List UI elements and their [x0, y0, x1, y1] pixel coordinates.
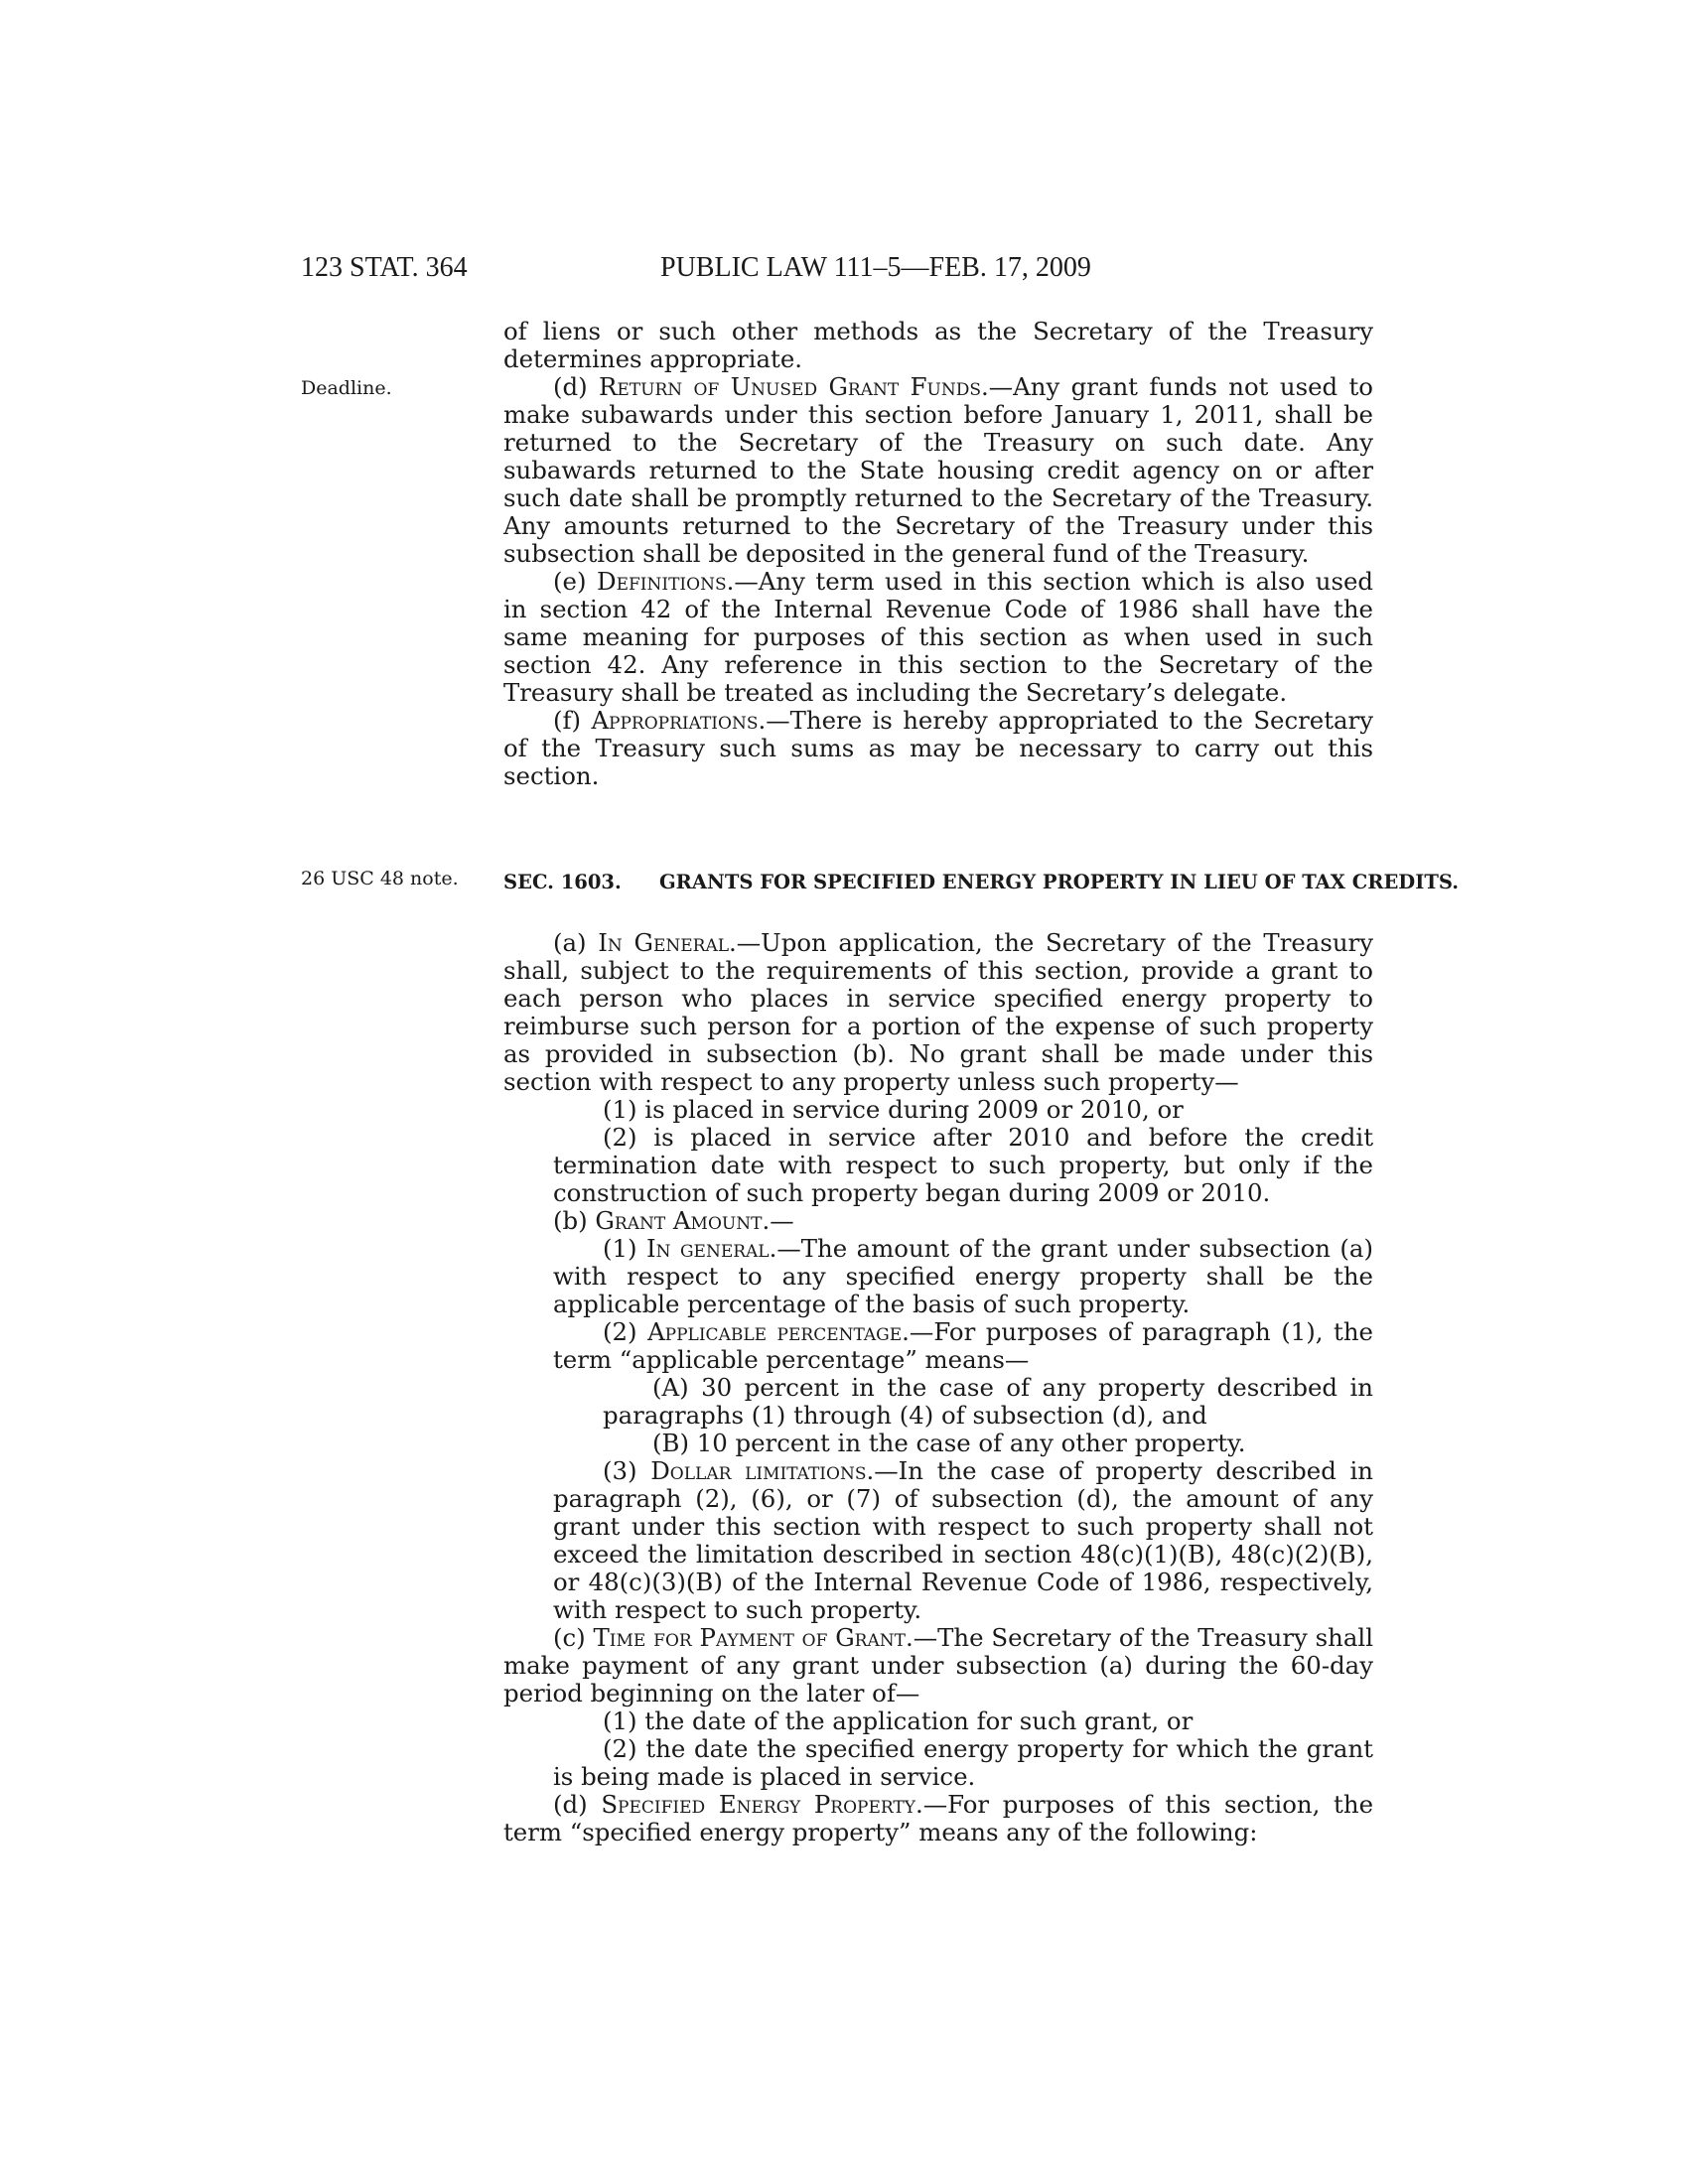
subsection-heading: Specified Energy Property — [601, 1790, 915, 1819]
paragraph-a1: (1) is placed in service during 2009 or 2010, or — [603, 1095, 1184, 1124]
paragraph-a2: (2) is placed in service after 2010 and before the credit termination date with respect to such property, but only if the construction of such property began during 2009 or 2010. — [553, 1123, 1373, 1207]
paragraph-label: (1) — [603, 1234, 646, 1263]
subsection-text: .—There is hereby appropriated to the Secretary of the Treasury such sums as may be necessary to carry out this section. — [503, 706, 1373, 790]
subsection-f — [503, 707, 1373, 790]
section-1602-continuation — [503, 318, 1373, 790]
paragraph-label: (3) — [603, 1456, 651, 1485]
paragraph-c1: (1) the date of the application for such grant, or — [603, 1706, 1194, 1735]
subsection-heading: Grant Amount — [595, 1206, 763, 1235]
page-reference: 123 STAT. 364 — [301, 252, 468, 283]
section-heading — [503, 869, 1529, 896]
subsection-heading: Definitions — [597, 567, 727, 596]
subsection-text: .—For purposes of this section, the term “specified energy property” means any of the following: — [503, 1790, 1374, 1846]
paragraph-heading: Dollar limitations — [650, 1456, 867, 1485]
subsection-text: .—Any term used in this section which is also used in section 42 of the Internal Revenue Code of 1986 shall have the same meaning for purposes of this section as when used in such section 42. Any reference in this section to the Secretary of the Treasury shall be treated as including the Secretary’s delegate. — [503, 567, 1374, 707]
paragraph-heading: Applicable percentage — [647, 1317, 903, 1346]
running-head: PUBLIC LAW 111–5—FEB. 17, 2009 — [660, 252, 1091, 283]
subsection-label: (d) — [553, 1790, 602, 1819]
section-title: GRANTS FOR SPECIFIED ENERGY PROPERTY IN LIEU OF TAX CREDITS. — [659, 871, 1460, 893]
subsection-d — [503, 1791, 1373, 1846]
subsection-d — [503, 373, 1373, 568]
paragraph-b1 — [503, 1235, 1373, 1318]
margin-note-usc: 26 USC 48 note. — [301, 868, 459, 889]
section-number: SEC. 1603. — [503, 871, 622, 893]
subsection-heading: Appropriations — [591, 706, 759, 735]
subsection-heading: Time for Payment of Grant — [593, 1623, 906, 1652]
subsection-label: (a) — [553, 928, 599, 957]
subsection-text: .— — [762, 1206, 794, 1235]
paragraph-heading: In general — [646, 1234, 770, 1263]
paragraph-continuation: of liens or such other methods as the Secretary of the Treasury determines appropriate. — [503, 317, 1373, 373]
subsection-label: (f) — [553, 706, 592, 735]
margin-note-deadline: Deadline. — [301, 377, 392, 399]
paragraph-text: .—For purposes of paragraph (1), the term “applicable percentage” means— — [553, 1317, 1373, 1374]
paragraph-text: .—In the case of property described in paragraph (2), (6), or (7) of subsection (d), the amount of any grant under this section with respect to such property shall not exceed the limitation described in section 48(c)(1)(B), 48(c)(2)(B), or 48(c)(3)(B) of the Internal Revenue Code of 1986, respectively, with respect to such property. — [553, 1456, 1374, 1624]
section-1603-body — [503, 929, 1373, 1846]
subsection-label: (d) — [553, 372, 600, 401]
subparagraph-b2b: (B) 10 percent in the case of any other property. — [652, 1429, 1246, 1457]
paragraph-c2: (2) the date the specified energy property for which the grant is being made is placed in service. — [553, 1734, 1373, 1791]
subsection-text: .—Upon application, the Secretary of the Treasury shall, subject to the requirements of this section, provide a grant to each person who places in service specified energy property to reimburse such person for a portion of the expense of such property as provided in subsection (b). No grant shall be made under this section with respect to any property unless such property— — [503, 928, 1373, 1096]
subsection-heading: In General — [598, 928, 730, 957]
subsection-label: (c) — [553, 1623, 594, 1652]
subsection-label: (e) — [553, 567, 598, 596]
subsection-heading: Return of Unused Grant Funds — [599, 372, 982, 401]
subsection-label: (b) — [553, 1206, 596, 1235]
paragraph-label: (2) — [603, 1317, 648, 1346]
paragraph-b3 — [503, 1457, 1373, 1624]
subsection-a — [503, 929, 1373, 1096]
subsection-e — [503, 568, 1373, 707]
subsection-c — [503, 1624, 1373, 1707]
subsection-b — [503, 1207, 1373, 1235]
subsection-text: .—Any grant funds not used to make subawards under this section before January 1, 2011, shall be returned to the Secretary of the Treasury on such date. Any subawards returned to the State housing credit agency on or after such date shall be promptly returned to the Secretary of the Treasury. Any amounts returned to the Secretary of the Treasury under this subsection shall be deposited in the general fund of the Treasury. — [503, 372, 1373, 568]
subsection-text: .—The Secretary of the Treasury shall make payment of any grant under subsection (a) during the 60-day period beginning on the later of— — [503, 1623, 1373, 1707]
paragraph-text: .—The amount of the grant under subsection (a) with respect to any specified energy property shall be the applicable percentage of the basis of such property. — [553, 1234, 1373, 1318]
subparagraph-b2a: (A) 30 percent in the case of any property described in paragraphs (1) through (4) of subsection (d), and — [603, 1373, 1373, 1430]
paragraph-b2 — [503, 1318, 1373, 1374]
